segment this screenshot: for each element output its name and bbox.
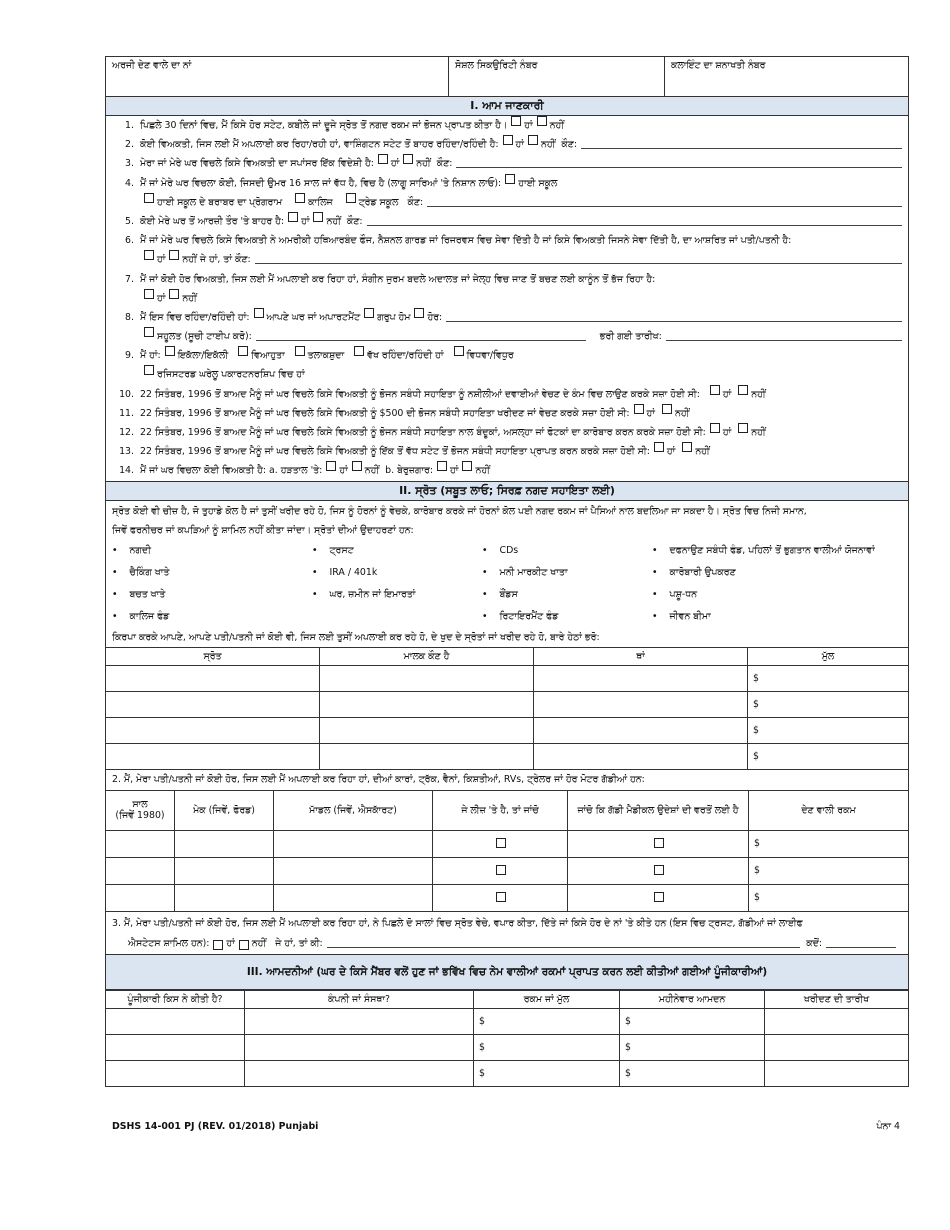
medical-cell: [568, 884, 749, 911]
make-cell[interactable]: [175, 830, 274, 857]
q9-divorced-label: ਤਲਾਕਸ਼ੁਦਾ: [307, 350, 345, 362]
q4-college-label: ਕਾਲਿਜ: [308, 196, 333, 208]
location-cell[interactable]: [534, 717, 748, 743]
example-item: • CDs: [482, 544, 519, 556]
form-id: DSHS 14-001 PJ (REV. 01/2018) Punjabi: [112, 1121, 319, 1132]
lease-checkbox[interactable]: [496, 838, 506, 848]
owed-cell[interactable]: [749, 884, 909, 911]
q9-row2: [106, 365, 908, 384]
q9-partner-label: ਰਜਿਸਟਰਡ ਘਰੇਲੂ ਪਕਾਰਟਨਰਸ਼ਿਪ ਵਿਚ ਹਾਂ: [157, 369, 305, 381]
location-cell[interactable]: [534, 743, 748, 769]
yes-label: ਹਾਂ: [157, 254, 166, 266]
table-row: [106, 1060, 908, 1086]
q3-yes-checkbox[interactable]: [378, 154, 388, 164]
q12-text: 22 ਸਿਤੰਬਰ, 1996 ਤੋਂ ਬਾਅਦ ਮੈਨੂੰ ਜਾਂ ਘਰ ਵਿਚਲੇ ਕਿਸੇ ਵਿਅਕਤੀ ਨੂੰ ਭੋਜਨ ਸਬੰਧੀ ਸਹਾਇਤਾ ਨਾਲ ਬੰਦੂਕਾਂ, ਅਸਲ੍ਹਾ ਜਾਂ ਫੋਟਕਾਂ ਦਾ ਕਾਰੋਬਾਰ ਕਰਨ ਕਰਕੇ ਸਜ਼ਾ ਹੋਈ ਸੀ:: [140, 427, 706, 438]
q3-row: 3. ਮੇਰਾ ਜਾਂ ਮੇਰੇ ਘਰ ਵਿਚਲੇ ਕਿਸੇ ਵਿਅਕਤੀ ਦਾ ਸਪਾਂਸਰ ਇੱਕ ਵਿਦੇਸ਼ੀ ਹੈ: ਹਾਂ ਨਹੀਂ ਕੌਣ:: [106, 154, 908, 173]
col-year: [106, 790, 175, 830]
owner-cell[interactable]: [320, 717, 534, 743]
dollar-sign: $: [754, 865, 760, 877]
q11-text: 22 ਸਿਤੰਬਰ, 1996 ਤੋਂ ਬਾਅਦ ਮੈਨੂੰ ਜਾਂ ਘਰ ਵਿਚਲੇ ਕਿਸੇ ਵਿਅਕਤੀ ਨੂੰ $500 ਦੀ ਭੋਜਨ ਸਬੰਧੀ ਸਹਾਇਤਾ ਖਰੀਦਣ ਜਾਂ ਵੇਚਣ ਕਰਕੇ ਸਜ਼ਾ ਹੋਈ ਸੀ:: [140, 407, 630, 419]
q9-text: ਮੈਂ ਹਾਂ:: [140, 350, 161, 362]
q8-row2: [106, 327, 908, 346]
q7-yes-checkbox[interactable]: [144, 289, 154, 299]
col-who-invested: ਪੂੰਜੀਕਾਰੀ ਕਿਸ ਨੇ ਕੀਤੀ ਹੈ?: [106, 990, 245, 1008]
example-text: IRA / 401k: [329, 566, 378, 578]
q6-row2: [106, 250, 908, 269]
q7-row: 7. ਮੈਂ ਜਾਂ ਕੋਈ ਹੋਰ ਵਿਅਕਤੀ, ਜਿਸ ਲਈ ਮੈਂ ਅਪਲਾਈ ਕਰ ਰਿਹਾ ਹਾਂ, ਸੰਗੀਨ ਜੁਰਮ ਬਦਲੇ ਅਦਾਲਤ ਜਾਂ ਜੇਲ੍ਹ ਵਿਚ ਜਾਣ ਤੋਂ ਬਚਣ ਲਈ ਕਾਨੂੰਨ ਤੋਂ ਭੱਜ ਰਿਹਾ ਹੈ:: [106, 270, 908, 289]
section1-body: [106, 116, 908, 481]
dollar-sign: $: [479, 1067, 485, 1079]
dollar-sign: $: [479, 1015, 485, 1027]
yes-label: ਹਾਂ: [301, 215, 310, 227]
resource-cell[interactable]: [106, 691, 320, 717]
col-owner: ਮਾਲਕ ਕੌਣ ਹੈ: [320, 647, 534, 665]
vehicles-question: 2. ਮੈਂ, ਮੇਰਾ ਪਤੀ/ਪਤਨੀ ਜਾਂ ਕੋਈ ਹੋਰ, ਜਿਸ ਲਈ ਮੈਂ ਅਪਲਾਈ ਕਰ ਰਿਹਾ ਹਾਂ, ਦੀਆਂ ਕਾਰਾਂ, ਟ੍ਰੱਕ, ਵੈਨਾਂ, ਕਿਸ਼ਤੀਆਂ, RVs, ਟ੍ਰੇਲਰ ਜਾਂ ਹੋਰ ਮੋਟਰ ਗੱਡੀਆਂ ਹਨ:: [112, 773, 645, 785]
q1-row: 1. ਪਿਛਲੇ 30 ਦਿਨਾਂ ਵਿਚ, ਮੈਂ ਕਿਸੇ ਹੋਰ ਸਟੇਟ, ਕਬੀਲੇ ਜਾਂ ਦੂਜੇ ਸ੍ਰੋਤ ਤੋਂ ਨਗਦ ਰਕਮ ਜਾਂ ਭੋਜਨ ਪ੍ਰਾਪਤ ਕੀਤਾ ਹੈ। ਹਾਂ ਨਹੀਂ: [106, 116, 908, 135]
yes-label: ਹਾਂ: [646, 407, 655, 419]
no-label: ਨਹੀਂ: [695, 446, 710, 458]
col-purchase-date: ਖਰੀਦਣ ਦੀ ਤਾਰੀਖ: [765, 990, 909, 1008]
resource-examples: [106, 540, 908, 628]
table-row: [106, 743, 908, 769]
resource-cell[interactable]: [106, 665, 320, 691]
no-label: ਨਹੀਂ: [751, 388, 766, 400]
q8-date-input[interactable]: [666, 327, 902, 341]
example-item: • ਕਾਲਿਜ ਫੰਡ: [112, 610, 170, 622]
q3-no-checkbox[interactable]: [403, 154, 413, 164]
q14b-label: b. ਬੇਰੁਜ਼ਗਾਰ:: [385, 465, 434, 477]
q4-highschool-checkbox[interactable]: [505, 174, 515, 184]
example-text: ਬਚਤ ਖਾਤੇ: [129, 588, 166, 600]
q8-group-checkbox[interactable]: [364, 308, 374, 318]
resource-cell[interactable]: [106, 743, 320, 769]
no-label: ਨਹੀਂ: [364, 465, 380, 477]
q8-other-input[interactable]: [446, 308, 902, 322]
amount-cell[interactable]: [474, 1008, 620, 1034]
who-label: ਕੌਣ:: [346, 215, 363, 227]
section3-title: III. ਆਮਦਨੀਆਂ (ਘਰ ਦੇ ਕਿਸੇ ਮੈਂਬਰ ਵਲੋਂ ਹੁਣ ਜਾਂ ਭਵਿੱਖ ਵਿਚ ਨੇਮ ਵਾਲੀਆਂ ਰਕਮਾਂ ਪ੍ਰਾਪਤ ਕਰਨ ਲਈ ਕੀਤੀਆਂ ਗਈਆਂ ਪੂੰਜੀਕਾਰੀਆਂ): [106, 954, 908, 990]
q3-what-input[interactable]: [327, 934, 801, 948]
monthly-cell[interactable]: [620, 1060, 765, 1086]
no-label: ਨਹੀਂ: [182, 254, 197, 266]
model-cell[interactable]: [274, 884, 433, 911]
example-text: ਪਸ਼ੂ-ਧਨ: [669, 588, 697, 600]
q5-who-input[interactable]: [367, 212, 902, 226]
q7-text: ਮੈਂ ਜਾਂ ਕੋਈ ਹੋਰ ਵਿਅਕਤੀ, ਜਿਸ ਲਈ ਮੈਂ ਅਪਲਾਈ ਕਰ ਰਿਹਾ ਹਾਂ, ਸੰਗੀਨ ਜੁਰਮ ਬਦਲੇ ਅਦਾਲਤ ਜਾਂ ਜੇਲ੍ਹ ਵਿਚ ਜਾਣ ਤੋਂ ਬਚਣ ਲਈ ਕਾਨੂੰਨ ਤੋਂ ਭੱਜ ਰਿਹਾ ਹੈ:: [140, 273, 656, 285]
who-label: ਕੌਣ:: [561, 139, 578, 151]
year-cell[interactable]: [106, 884, 175, 911]
section2-intro-line2: ਜਿਵੇਂ ਫਰਨੀਚਰ ਜਾਂ ਕਪੜਿਆਂ ਨੂੰ ਸ਼ਾਮਿਲ ਨਹੀਂ ਕੀਤਾ ਜਾਂਦਾ। ਸ੍ਰੋਤਾਂ ਦੀਆਂ ਉਦਾਹਰਣਾਂ ਹਨ:: [112, 524, 414, 536]
q6-text: ਮੈਂ ਜਾਂ ਮੇਰੇ ਘਰ ਵਿਚਲੇ ਕਿਸੇ ਵਿਅਕਤੀ ਨੇ ਅਮਰੀਕੀ ਹਥਿਆਰਬੰਦ ਫੌਜ, ਨੈਸ਼ਨਲ ਗਾਰਡ ਜਾਂ ਰਿਜਰਵਸ ਵਿਚ ਸੇਵਾ ਦਿੱਤੀ ਹੈ ਜਾਂ ਕਿਸੇ ਵਿਅਕਤੀ ਜਿਸਨੇ ਸੇਵਾ ਦਿੱਤੀ ਹੈ, ਦਾ ਆਸ਼ਰਿਤ ਜਾਂ ਪਤੀ/ਪਤਨੀ ਹੈ:: [140, 235, 792, 247]
q14b-no-checkbox[interactable]: [462, 461, 472, 471]
dollar-sign: $: [753, 672, 759, 684]
q4-equiv-label: ਹਾਈ ਸਕੂਲ ਦੇ ਬਰਾਬਰ ਦਾ ਪ੍ਰੋਗਰਾਮ: [157, 196, 283, 208]
q14-row: 14. ਮੈਂ ਜਾਂ ਘਰ ਵਿਚਲਾ ਕੋਈ ਵਿਅਕਤੀ ਹੈ: a. ਹੜਤਾਲ 'ਤੇ: ਹਾਂ ਨਹੀਂ b. ਬੇਰੁਜ਼ਗਾਰ: ਹਾਂ ਨਹੀਂ: [106, 461, 908, 480]
value-cell[interactable]: [748, 691, 909, 717]
example-text: ਮਨੀ ਮਾਰਕੀਟ ਖਾਤਾ: [499, 566, 568, 578]
q2-no-checkbox[interactable]: [528, 135, 538, 145]
example-item: • ਕਾਰੋਬਾਰੀ ਉਪਕਰਣ: [652, 566, 736, 578]
q9-divorced-checkbox[interactable]: [295, 346, 305, 356]
example-item: • ਬੌਂਡਸ: [482, 588, 518, 600]
q9-separated-label: ਵੱਖ ਰਹਿੰਦਾ/ਰਹਿੰਦੀ ਹਾਂ: [367, 350, 444, 362]
dollar-sign: $: [753, 750, 759, 762]
q12-row: 12. 22 ਸਿਤੰਬਰ, 1996 ਤੋਂ ਬਾਅਦ ਮੈਨੂੰ ਜਾਂ ਘਰ ਵਿਚਲੇ ਕਿਸੇ ਵਿਅਕਤੀ ਨੂੰ ਭੋਜਨ ਸਬੰਧੀ ਸਹਾਇਤਾ ਨਾਲ ਬੰਦੂਕਾਂ, ਅਸਲ੍ਹਾ ਜਾਂ ਫੋਟਕਾਂ ਦਾ ਕਾਰੋਬਾਰ ਕਰਨ ਕਰਕੇ ਸਜ਼ਾ ਹੋਈ ਸੀ: ਹਾਂ ਨਹੀਂ: [106, 423, 908, 442]
example-item: • ਦਫਨਾਉਣ ਸਬੰਧੀ ਫੰਡ, ਪਹਿਲਾਂ ਤੋਂ ਭੁਗਤਾਨ ਵਾਲੀਆਂ ਯੋਜਨਾਵਾਂ: [652, 544, 875, 556]
make-cell[interactable]: [175, 857, 274, 884]
yes-label: ਹਾਂ: [450, 465, 459, 477]
q4-highschool-label: ਹਾਈ ਸਕੂਲ: [518, 177, 558, 189]
no-label: ਨਹੀਂ: [751, 427, 766, 438]
medical-checkbox[interactable]: [654, 838, 664, 848]
q1-text: ਪਿਛਲੇ 30 ਦਿਨਾਂ ਵਿਚ, ਮੈਂ ਕਿਸੇ ਹੋਰ ਸਟੇਟ, ਕਬੀਲੇ ਜਾਂ ਦੂਜੇ ਸ੍ਰੋਤ ਤੋਂ ਨਗਦ ਰਕਮ ਜਾਂ ਭੋਜਨ ਪ੍ਰਾਪਤ ਕੀਤਾ ਹੈ।: [140, 120, 508, 131]
q11-no-checkbox[interactable]: [662, 404, 672, 414]
company-cell[interactable]: [245, 1008, 474, 1034]
q2-text: ਕੋਈ ਵਿਅਕਤੀ, ਜਿਸ ਲਈ ਮੈਂ ਅਪਲਾਈ ਕਰ ਰਿਹਾ/ਰਹੀ ਹਾਂ, ਵਾਸ਼ਿੰਗਟਨ ਸਟੇਟ ਤੋਂ ਬਾਹਰ ਰਹਿੰਦਾ/ਰਹਿੰਦੀ ਹੈ:: [140, 139, 499, 151]
applicant-name-label: ਅਰਜੀ ਦੇਣ ਵਾਲੇ ਦਾ ਨਾਂ: [112, 60, 192, 71]
amount-cell[interactable]: [474, 1060, 620, 1086]
col-monthly-income: ਮਹੀਨੇਵਾਰ ਆਮਦਨ: [620, 990, 765, 1008]
no-label: ਨਹੀਂ: [475, 465, 490, 477]
no-label: ਨਹੀਂ: [674, 407, 690, 419]
monthly-cell[interactable]: [620, 1034, 765, 1060]
company-cell[interactable]: [245, 1034, 474, 1060]
transfer-question-line1: 3. ਮੈਂ, ਮੇਰਾ ਪਤੀ/ਪਤਨੀ ਜਾਂ ਕੋਈ ਹੋਰ, ਜਿਸ ਲਈ ਮੈਂ ਅਪਲਾਈ ਕਰ ਰਿਹਾ ਹਾਂ, ਨੇ ਪਿਛਲੇ ਦੋ ਸਾਲਾਂ ਵਿਚ ਸ੍ਰੋਤ ਵੇਚੇ, ਵਪਾਰ ਕੀਤਾ, ਦਿੱਤੇ ਜਾਂ ਕਿਸੇ ਹੋਰ ਦੇ ਨਾਂ 'ਤੇ ਕੀਤੇ ਹਨ (ਇਸ ਵਿਚ ਟ੍ਰਸਟ, ਗੱਡੀਆਂ ਜਾਂ ਲਾਈਫ: [112, 917, 803, 929]
owner-cell[interactable]: [320, 743, 534, 769]
q3-text: ਮੇਰਾ ਜਾਂ ਮੇਰੇ ਘਰ ਵਿਚਲੇ ਕਿਸੇ ਵਿਅਕਤੀ ਦਾ ਸਪਾਂਸਰ ਇੱਕ ਵਿਦੇਸ਼ੀ ਹੈ:: [140, 158, 374, 170]
q7-no-checkbox[interactable]: [169, 289, 179, 299]
q8-date-label: ਭਰੀ ਗਈ ਤਾਰੀਖ:: [599, 331, 662, 343]
q8-home-checkbox[interactable]: [254, 308, 264, 318]
lease-checkbox[interactable]: [496, 865, 506, 875]
q10-row: 10. 22 ਸਿਤੰਬਰ, 1996 ਤੋਂ ਬਾਅਦ ਮੈਨੂੰ ਜਾਂ ਘਰ ਵਿਚਲੇ ਕਿਸੇ ਵਿਅਕਤੀ ਨੂੰ ਭੋਜਨ ਸਬੰਧੀ ਸਹਾਇਤਾ ਨੂੰ ਨਸ਼ੀਲੀਆਂ ਦਵਾਈਆਂ ਵੇਚਣ ਦੇ ਕੰਮ ਵਿਚ ਲਾਉਣ ਕਰਕੇ ਸਜ਼ਾ ਹੋਈ ਸੀ: ਹਾਂ ਨਹੀਂ: [106, 385, 908, 404]
q8-other-label: ਹੋਰ:: [427, 311, 443, 323]
location-cell[interactable]: [534, 691, 748, 717]
table-row: [106, 1034, 908, 1060]
q11-yes-checkbox[interactable]: [634, 404, 644, 414]
col-company: ਕੰਪਨੀ ਜਾਂ ਸੰਸਥਾ?: [245, 990, 474, 1008]
q2-who-input[interactable]: [581, 135, 902, 149]
investments-table: [106, 990, 908, 1087]
example-item: • ਪਸ਼ੂ-ਧਨ: [652, 588, 697, 600]
q10-no-checkbox[interactable]: [738, 385, 748, 395]
yes-label: ਹਾਂ: [390, 158, 400, 170]
dollar-sign: $: [754, 838, 760, 850]
dollar-sign: $: [625, 1015, 631, 1027]
value-cell[interactable]: [748, 743, 909, 769]
example-text: ਚੈਕਿੰਗ ਖਾਤੇ: [129, 566, 170, 578]
q2-row: 2. ਕੋਈ ਵਿਅਕਤੀ, ਜਿਸ ਲਈ ਮੈਂ ਅਪਲਾਈ ਕਰ ਰਿਹਾ/ਰਹੀ ਹਾਂ, ਵਾਸ਼ਿੰਗਟਨ ਸਟੇਟ ਤੋਂ ਬਾਹਰ ਰਹਿੰਦਾ/ਰਹਿੰਦੀ ਹੈ: ਹਾਂ ਨਹੀਂ ਕੌਣ:: [106, 135, 908, 154]
q8-text: ਮੈਂ ਇਸ ਵਿਚ ਰਹਿੰਦਾ/ਰਹਿੰਦੀ ਹਾਂ:: [140, 311, 250, 323]
table-row: [106, 884, 908, 911]
no-label: ਨਹੀਂ: [416, 158, 431, 170]
no-label: ਨਹੀਂ: [540, 139, 556, 151]
example-text: CDs: [499, 544, 519, 556]
dollar-sign: $: [479, 1041, 485, 1053]
table-row: [106, 691, 908, 717]
resources-header-row: [106, 647, 908, 665]
q13-yes-checkbox[interactable]: [654, 442, 664, 452]
q3-who-input[interactable]: [456, 154, 902, 168]
table-row: [106, 1008, 908, 1034]
q9-single-label: ਇਕੱਲਾ/ਇਕੱਲੀ: [177, 350, 229, 362]
q3-yes-checkbox[interactable]: [213, 940, 223, 950]
medical-cell: [568, 830, 749, 857]
example-item: • ਮਨੀ ਮਾਰਕੀਟ ਖਾਤਾ: [482, 566, 568, 578]
q14a-no-checkbox[interactable]: [352, 461, 362, 471]
q6-who-input[interactable]: [255, 250, 902, 264]
yes-label: ਹਾਂ: [226, 937, 235, 949]
q9-widowed-checkbox[interactable]: [454, 346, 464, 356]
example-text: ਜੀਵਨ ਬੀਮਾ: [669, 610, 711, 622]
example-item: • ਨਗਦੀ: [112, 544, 151, 556]
resource-cell[interactable]: [106, 717, 320, 743]
q8-other-checkbox[interactable]: [414, 308, 424, 318]
example-text: ਨਗਦੀ: [129, 544, 151, 556]
table-row: [106, 717, 908, 743]
vehicles-table: [106, 790, 908, 912]
q12-no-checkbox[interactable]: [738, 423, 748, 433]
medical-checkbox[interactable]: [654, 892, 664, 902]
lease-cell: [433, 830, 568, 857]
ssn-label: ਸੋਸ਼ਲ ਸਿਕਉਰਿਟੀ ਨੰਬਰ: [455, 60, 538, 71]
col-lease: ਜੇ ਲੀਜ਼ 'ਤੇ ਹੈ, ਤਾਂ ਜਾਂਚੋ: [433, 790, 568, 830]
q9-separated-checkbox[interactable]: [354, 346, 364, 356]
section1-title: I. ਆਮ ਜਾਣਕਾਰੀ: [106, 97, 908, 116]
col-value: ਮੁੱਲ: [748, 647, 909, 665]
dollar-sign: $: [754, 892, 760, 904]
value-cell[interactable]: [748, 665, 909, 691]
yes-label: ਹਾਂ: [666, 446, 676, 458]
q4-who-input[interactable]: [427, 193, 902, 207]
no-label: ਨਹੀਂ: [326, 215, 341, 227]
transfer-question: [106, 912, 908, 954]
make-cell[interactable]: [175, 884, 274, 911]
lease-cell: [433, 857, 568, 884]
example-item: • ਰਿਟਾਇਰਮੈਂਟ ਫੰਡ: [482, 610, 559, 622]
section2-instruction: ਕਿਰਪਾ ਕਰਕੇ ਆਪਣੇ, ਆਪਣੇ ਪਤੀ/ਪਤਨੀ ਜਾਂ ਕੋਈ ਵੀ, ਜਿਸ ਲਈ ਤੁਸੀਂ ਅਪਲਾਈ ਕਰ ਰਹੇ ਹੋ, ਦੇ ਖੁਦ ਦੇ ਸ੍ਰੋਤਾਂ ਜਾਂ ਖਰੀਦ ਰਹੇ ਹੋ, ਬਾਰੇ ਹੇਠਾਂ ਭਰੋ:: [112, 631, 600, 643]
q9-married-checkbox[interactable]: [238, 346, 248, 356]
table-row: [106, 857, 908, 884]
q9-partner-checkbox[interactable]: [144, 365, 154, 375]
col-resource: ਸ੍ਰੋਤ: [106, 647, 320, 665]
section2-title: II. ਸ੍ਰੋਤ (ਸਬੂਤ ਲਾਓ; ਸਿਰਫ਼ ਨਗਦ ਸਹਾਇਤਾ ਲਈ): [106, 481, 908, 501]
yes-label: ਹਾਂ: [157, 292, 166, 304]
q13-no-checkbox[interactable]: [682, 442, 692, 452]
q9-row: 9. ਮੈਂ ਹਾਂ: ਇਕੱਲਾ/ਇਕੱਲੀ ਵਿਆਹੁਤਾ ਤਲਾਕਸ਼ੁਦਾ ਵੱਖ ਰਹਿੰਦਾ/ਰਹਿੰਦੀ ਹਾਂ ਵਿਧਵਾ/ਵਿਧੁਰ: [106, 346, 908, 365]
q6-ifyes-label: ਜੇ ਹਾਂ, ਤਾਂ ਕੌਣ:: [199, 254, 251, 266]
dollar-sign: $: [625, 1067, 631, 1079]
q6-row: 6. ਮੈਂ ਜਾਂ ਮੇਰੇ ਘਰ ਵਿਚਲੇ ਕਿਸੇ ਵਿਅਕਤੀ ਨੇ ਅਮਰੀਕੀ ਹਥਿਆਰਬੰਦ ਫੌਜ, ਨੈਸ਼ਨਲ ਗਾਰਡ ਜਾਂ ਰਿਜਰਵਸ ਵਿਚ ਸੇਵਾ ਦਿੱਤੀ ਹੈ ਜਾਂ ਕਿਸੇ ਵਿਅਕਤੀ ਜਿਸਨੇ ਸੇਵਾ ਦਿੱਤੀ ਹੈ, ਦਾ ਆਸ਼ਰਿਤ ਜਾਂ ਪਤੀ/ਪਤਨੀ ਹੈ:: [106, 231, 908, 250]
yes-label: ਹਾਂ: [722, 388, 732, 400]
model-cell[interactable]: [274, 830, 433, 857]
owner-cell[interactable]: [320, 691, 534, 717]
who-label: ਕੌਣ:: [407, 196, 424, 208]
q1-no-checkbox[interactable]: [537, 116, 547, 126]
q5-row: 5. ਕੋਈ ਮੇਰੇ ਘਰ ਤੋਂ ਆਰਜ਼ੀ ਤੌਰ 'ਤੇ ਬਾਹਰ ਹੈ: ਹਾਂ ਨਹੀਂ ਕੌਣ:: [106, 212, 908, 231]
medical-checkbox[interactable]: [654, 865, 664, 875]
example-text: ਬੌਂਡਸ: [499, 588, 518, 600]
value-cell[interactable]: [748, 717, 909, 743]
q2-yes-checkbox[interactable]: [503, 135, 513, 145]
q10-yes-checkbox[interactable]: [710, 385, 720, 395]
q4-college-checkbox[interactable]: [295, 193, 305, 203]
q3-ifyes-label: ਜੇ ਹਾਂ, ਤਾਂ ਕੀ:: [275, 937, 323, 949]
lease-checkbox[interactable]: [496, 892, 506, 902]
dollar-sign: $: [753, 698, 759, 710]
example-text: ਘਰ, ਜ਼ਮੀਨ ਜਾਂ ਇਮਾਰਤਾਂ: [329, 588, 416, 600]
yes-label: ਹਾਂ: [339, 465, 348, 477]
amount-cell[interactable]: [474, 1034, 620, 1060]
monthly-cell[interactable]: [620, 1008, 765, 1034]
example-item: • IRA / 401k: [312, 566, 378, 578]
example-item: [312, 606, 482, 628]
q3-when-input[interactable]: [826, 934, 896, 948]
example-item: • ਜੀਵਨ ਬੀਮਾ: [652, 610, 711, 622]
no-label: ਨਹੀਂ: [549, 120, 565, 131]
q9-married-label: ਵਿਆਹੁਤਾ: [251, 350, 285, 362]
q8-group-label: ਗਰੁਪ ਹੋਮ: [377, 311, 411, 323]
col-make: ਮੇਕ (ਜਿਵੇਂ, ਫੋਰਡ): [175, 790, 274, 830]
q4-trade-label: ਟ੍ਰੇਡ ਸਕੂਲ: [358, 196, 399, 208]
model-cell[interactable]: [274, 857, 433, 884]
col-owed: ਦੇਣ ਵਾਲੀ ਰਕਮ: [749, 790, 909, 830]
form-frame: [105, 56, 909, 1087]
col-medical: ਜਾਂਚੋ ਕਿ ਗੱਡੀ ਮੈਡੀਕਲ ਉਦੇਸ਼ਾਂ ਦੀ ਵਰਤੋਂ ਲਈ ਹੈ: [568, 790, 749, 830]
example-item: • ਬਚਤ ਖਾਤੇ: [112, 588, 166, 600]
company-cell[interactable]: [245, 1060, 474, 1086]
table-row: [106, 830, 908, 857]
q14b-yes-checkbox[interactable]: [437, 461, 447, 471]
transfer-q3b: ਐਸਟੇਟਸ ਸ਼ਾਮਿਲ ਹਨ):: [128, 937, 210, 949]
example-text: ਕਾਲਿਜ ਫੰਡ: [129, 610, 170, 622]
q7-row2: [106, 289, 908, 308]
applicant-name-field[interactable]: [106, 57, 449, 96]
example-text: ਕਾਰੋਬਾਰੀ ਉਪਕਰਣ: [669, 566, 736, 578]
col-location: ਥਾਂ: [534, 647, 748, 665]
owed-cell[interactable]: [749, 857, 909, 884]
example-item: • ਘਰ, ਜ਼ਮੀਨ ਜਾਂ ਇਮਾਰਤਾਂ: [312, 588, 416, 600]
q13-text: 22 ਸਿਤੰਬਰ, 1996 ਤੋਂ ਬਾਅਦ ਮੈਨੂੰ ਜਾਂ ਘਰ ਵਿਚਲੇ ਕਿਸੇ ਵਿਅਕਤੀ ਨੂੰ ਇੱਕ ਤੋਂ ਵੱਧ ਸਟੇਟ ਤੋਂ ਭੋਜਨ ਸਬੰਧੀ ਸਹਾਇਤਾ ਪ੍ਰਾਪਤ ਕਰਨ ਕਰਕੇ ਸਜ਼ਾ ਹੋਈ ਸੀ:: [140, 446, 650, 458]
col-model: ਮਾੱਡਲ (ਜਿਵੇਂ, ਐਸਕਾੱਰਟ): [274, 790, 433, 830]
q8-home-label: ਆਪਣੇ ਘਰ ਜਾਂ ਅਪਾਰਟਮੈਂਟ: [266, 311, 361, 323]
col-year-label: ਸਾਲ: [132, 799, 148, 811]
q9-widowed-label: ਵਿਧਵਾ/ਵਿਧੁਰ: [466, 350, 514, 362]
resources-table: [106, 647, 908, 770]
q4-row2: [106, 193, 908, 212]
client-id-field[interactable]: [665, 57, 908, 96]
yes-label: ਹਾਂ: [524, 120, 533, 131]
who-label: ਕੌਣ:: [436, 158, 453, 170]
q10-text: 22 ਸਿਤੰਬਰ, 1996 ਤੋਂ ਬਾਅਦ ਮੈਨੂੰ ਜਾਂ ਘਰ ਵਿਚਲੇ ਕਿਸੇ ਵਿਅਕਤੀ ਨੂੰ ਭੋਜਨ ਸਬੰਧੀ ਸਹਾਇਤਾ ਨੂੰ ਨਸ਼ੀਲੀਆਂ ਦਵਾਈਆਂ ਵੇਚਣ ਦੇ ਕੰਮ ਵਿਚ ਲਾਉਣ ਕਰਕੇ ਸਜ਼ਾ ਹੋਈ ਸੀ:: [140, 388, 700, 400]
table-row: [106, 665, 908, 691]
who-cell[interactable]: [106, 1034, 245, 1060]
who-cell[interactable]: [106, 1060, 245, 1086]
section2-intro: [106, 502, 908, 540]
section2-intro-line1: ਸ੍ਰੋਤ ਕੋਈ ਵੀ ਚੀਜ਼ ਹੈ, ਜੋ ਤੁਹਾਡੇ ਕੋਲ ਹੈ ਜਾਂ ਤੁਸੀਂ ਖਰੀਦ ਰਹੇ ਹੋ, ਜਿਸ ਨੂੰ ਹੋਰਨਾਂ ਨੂੰ ਵੇਚਕੇ, ਕਾਰੋਬਾਰ ਕਰਕੇ ਜਾਂ ਹੋਰਨਾਂ ਕੋਲ ਪਈ ਨਗਦ ਰਕਮ ਜਾਂ ਪੈਸਿਆਂ ਨਾਲ ਬਦਲਿਆ ਜਾ ਸਕਦਾ ਹੈ। ਸ੍ਰੋਤ ਵਿਚ ਨਿਜੀ ਸਮਾਨ,: [112, 505, 807, 517]
q4-row: 4. ਮੈਂ ਜਾਂ ਮੇਰੇ ਘਰ ਵਿਚਲਾ ਕੋਈ, ਜਿਸਦੀ ਉਮਰ 16 ਸਾਲ ਜਾਂ ਵੱਧ ਹੈ, ਵਿਚ ਹੈ (ਲਾਗੂ ਸਾਰਿਆਂ 'ਤੇ ਨਿਸ਼ਾਨ ਲਾਓ): ਹਾਈ ਸਕੂਲ: [106, 174, 908, 193]
q14a-yes-checkbox[interactable]: [326, 461, 336, 471]
q5-no-checkbox[interactable]: [313, 212, 323, 222]
no-label: ਨਹੀਂ: [251, 937, 267, 949]
example-text: ਰਿਟਾਇਰਮੈਂਟ ਫੰਡ: [499, 610, 559, 622]
dollar-sign: $: [753, 724, 759, 736]
yes-label: ਹਾਂ: [722, 427, 732, 438]
vehicles-header-row: [106, 790, 908, 830]
no-label: ਨਹੀਂ: [182, 292, 197, 304]
example-text: ਦਫਨਾਉਣ ਸਬੰਧੀ ਫੰਡ, ਪਹਿਲਾਂ ਤੋਂ ਭੁਗਤਾਨ ਵਾਲੀਆਂ ਯੋਜਨਾਵਾਂ: [669, 544, 875, 556]
page-number: ਪੰਨਾ 4: [876, 1121, 900, 1132]
q13-row: 13. 22 ਸਿਤੰਬਰ, 1996 ਤੋਂ ਬਾਅਦ ਮੈਨੂੰ ਜਾਂ ਘਰ ਵਿਚਲੇ ਕਿਸੇ ਵਿਅਕਤੀ ਨੂੰ ਇੱਕ ਤੋਂ ਵੱਧ ਸਟੇਟ ਤੋਂ ਭੋਜਨ ਸਬੰਧੀ ਸਹਾਇਤਾ ਪ੍ਰਾਪਤ ਕਰਨ ਕਰਕੇ ਸਜ਼ਾ ਹੋਈ ਸੀ: ਹਾਂ ਨਹੀਂ: [106, 442, 908, 461]
example-item: • ਟ੍ਰਸਟ: [312, 544, 354, 556]
ssn-field[interactable]: [449, 57, 665, 96]
who-cell[interactable]: [106, 1008, 245, 1034]
location-cell[interactable]: [534, 665, 748, 691]
q3-no-checkbox[interactable]: [239, 940, 249, 950]
lease-cell: [433, 884, 568, 911]
investments-header-row: [106, 990, 908, 1008]
transfer-question-line2: [112, 934, 902, 954]
client-id-label: ਕਲਾਇੰਟ ਦਾ ਸ਼ਨਾਖਤੀ ਨੰਬਰ: [671, 60, 766, 71]
q8-facility-input[interactable]: [256, 327, 586, 341]
q3-when-label: ਕਦੋਂ:: [806, 937, 822, 949]
dollar-sign: $: [625, 1041, 631, 1053]
col-amount: ਰਕਮ ਜਾਂ ਮੁੱਲ: [474, 990, 620, 1008]
example-item: • ਚੈਕਿੰਗ ਖਾਤੇ: [112, 566, 170, 578]
q6-no-checkbox[interactable]: [169, 250, 179, 260]
example-text: ਟ੍ਰਸਟ: [329, 544, 354, 556]
q5-yes-checkbox[interactable]: [288, 212, 298, 222]
q4-equiv-checkbox[interactable]: [144, 193, 154, 203]
q4-trade-checkbox[interactable]: [346, 193, 356, 203]
yes-label: ਹਾਂ: [515, 139, 524, 151]
q4-text: ਮੈਂ ਜਾਂ ਮੇਰੇ ਘਰ ਵਿਚਲਾ ਕੋਈ, ਜਿਸਦੀ ਉਮਰ 16 ਸਾਲ ਜਾਂ ਵੱਧ ਹੈ, ਵਿਚ ਹੈ (ਲਾਗੂ ਸਾਰਿਆਂ 'ਤੇ ਨਿਸ਼ਾਨ ਲਾਓ):: [140, 177, 502, 189]
q8-row: 8. ਮੈਂ ਇਸ ਵਿਚ ਰਹਿੰਦਾ/ਰਹਿੰਦੀ ਹਾਂ: ਆਪਣੇ ਘਰ ਜਾਂ ਅਪਾਰਟਮੈਂਟ ਗਰੁਪ ਹੋਮ ਹੋਰ:: [106, 308, 908, 327]
q8-facility-label: ਸਹੂਲਤ (ਸੂਚੀ ਟਾਈਪ ਕਰੋ):: [157, 331, 252, 343]
medical-cell: [568, 857, 749, 884]
year-cell[interactable]: [106, 857, 175, 884]
col-year-example: (ਜਿਵੇਂ 1980): [115, 810, 165, 822]
date-cell[interactable]: [765, 1008, 909, 1034]
q6-yes-checkbox[interactable]: [144, 250, 154, 260]
header-row: [106, 57, 908, 97]
date-cell[interactable]: [765, 1060, 909, 1086]
owner-cell[interactable]: [320, 665, 534, 691]
year-cell[interactable]: [106, 830, 175, 857]
q9-single-checkbox[interactable]: [165, 346, 175, 356]
form-page: [105, 56, 909, 1087]
q14-text: ਮੈਂ ਜਾਂ ਘਰ ਵਿਚਲਾ ਕੋਈ ਵਿਅਕਤੀ ਹੈ: a. ਹੜਤਾਲ 'ਤੇ:: [140, 465, 323, 477]
q8-facility-checkbox[interactable]: [144, 327, 154, 337]
q12-yes-checkbox[interactable]: [710, 423, 720, 433]
date-cell[interactable]: [765, 1034, 909, 1060]
owed-cell[interactable]: [749, 830, 909, 857]
q11-row: 11. 22 ਸਿਤੰਬਰ, 1996 ਤੋਂ ਬਾਅਦ ਮੈਨੂੰ ਜਾਂ ਘਰ ਵਿਚਲੇ ਕਿਸੇ ਵਿਅਕਤੀ ਨੂੰ $500 ਦੀ ਭੋਜਨ ਸਬੰਧੀ ਸਹਾਇਤਾ ਖਰੀਦਣ ਜਾਂ ਵੇਚਣ ਕਰਕੇ ਸਜ਼ਾ ਹੋਈ ਸੀ: ਹਾਂ ਨਹੀਂ: [106, 404, 908, 423]
q5-text: ਕੋਈ ਮੇਰੇ ਘਰ ਤੋਂ ਆਰਜ਼ੀ ਤੌਰ 'ਤੇ ਬਾਹਰ ਹੈ:: [140, 215, 285, 227]
q1-yes-checkbox[interactable]: [511, 116, 521, 126]
